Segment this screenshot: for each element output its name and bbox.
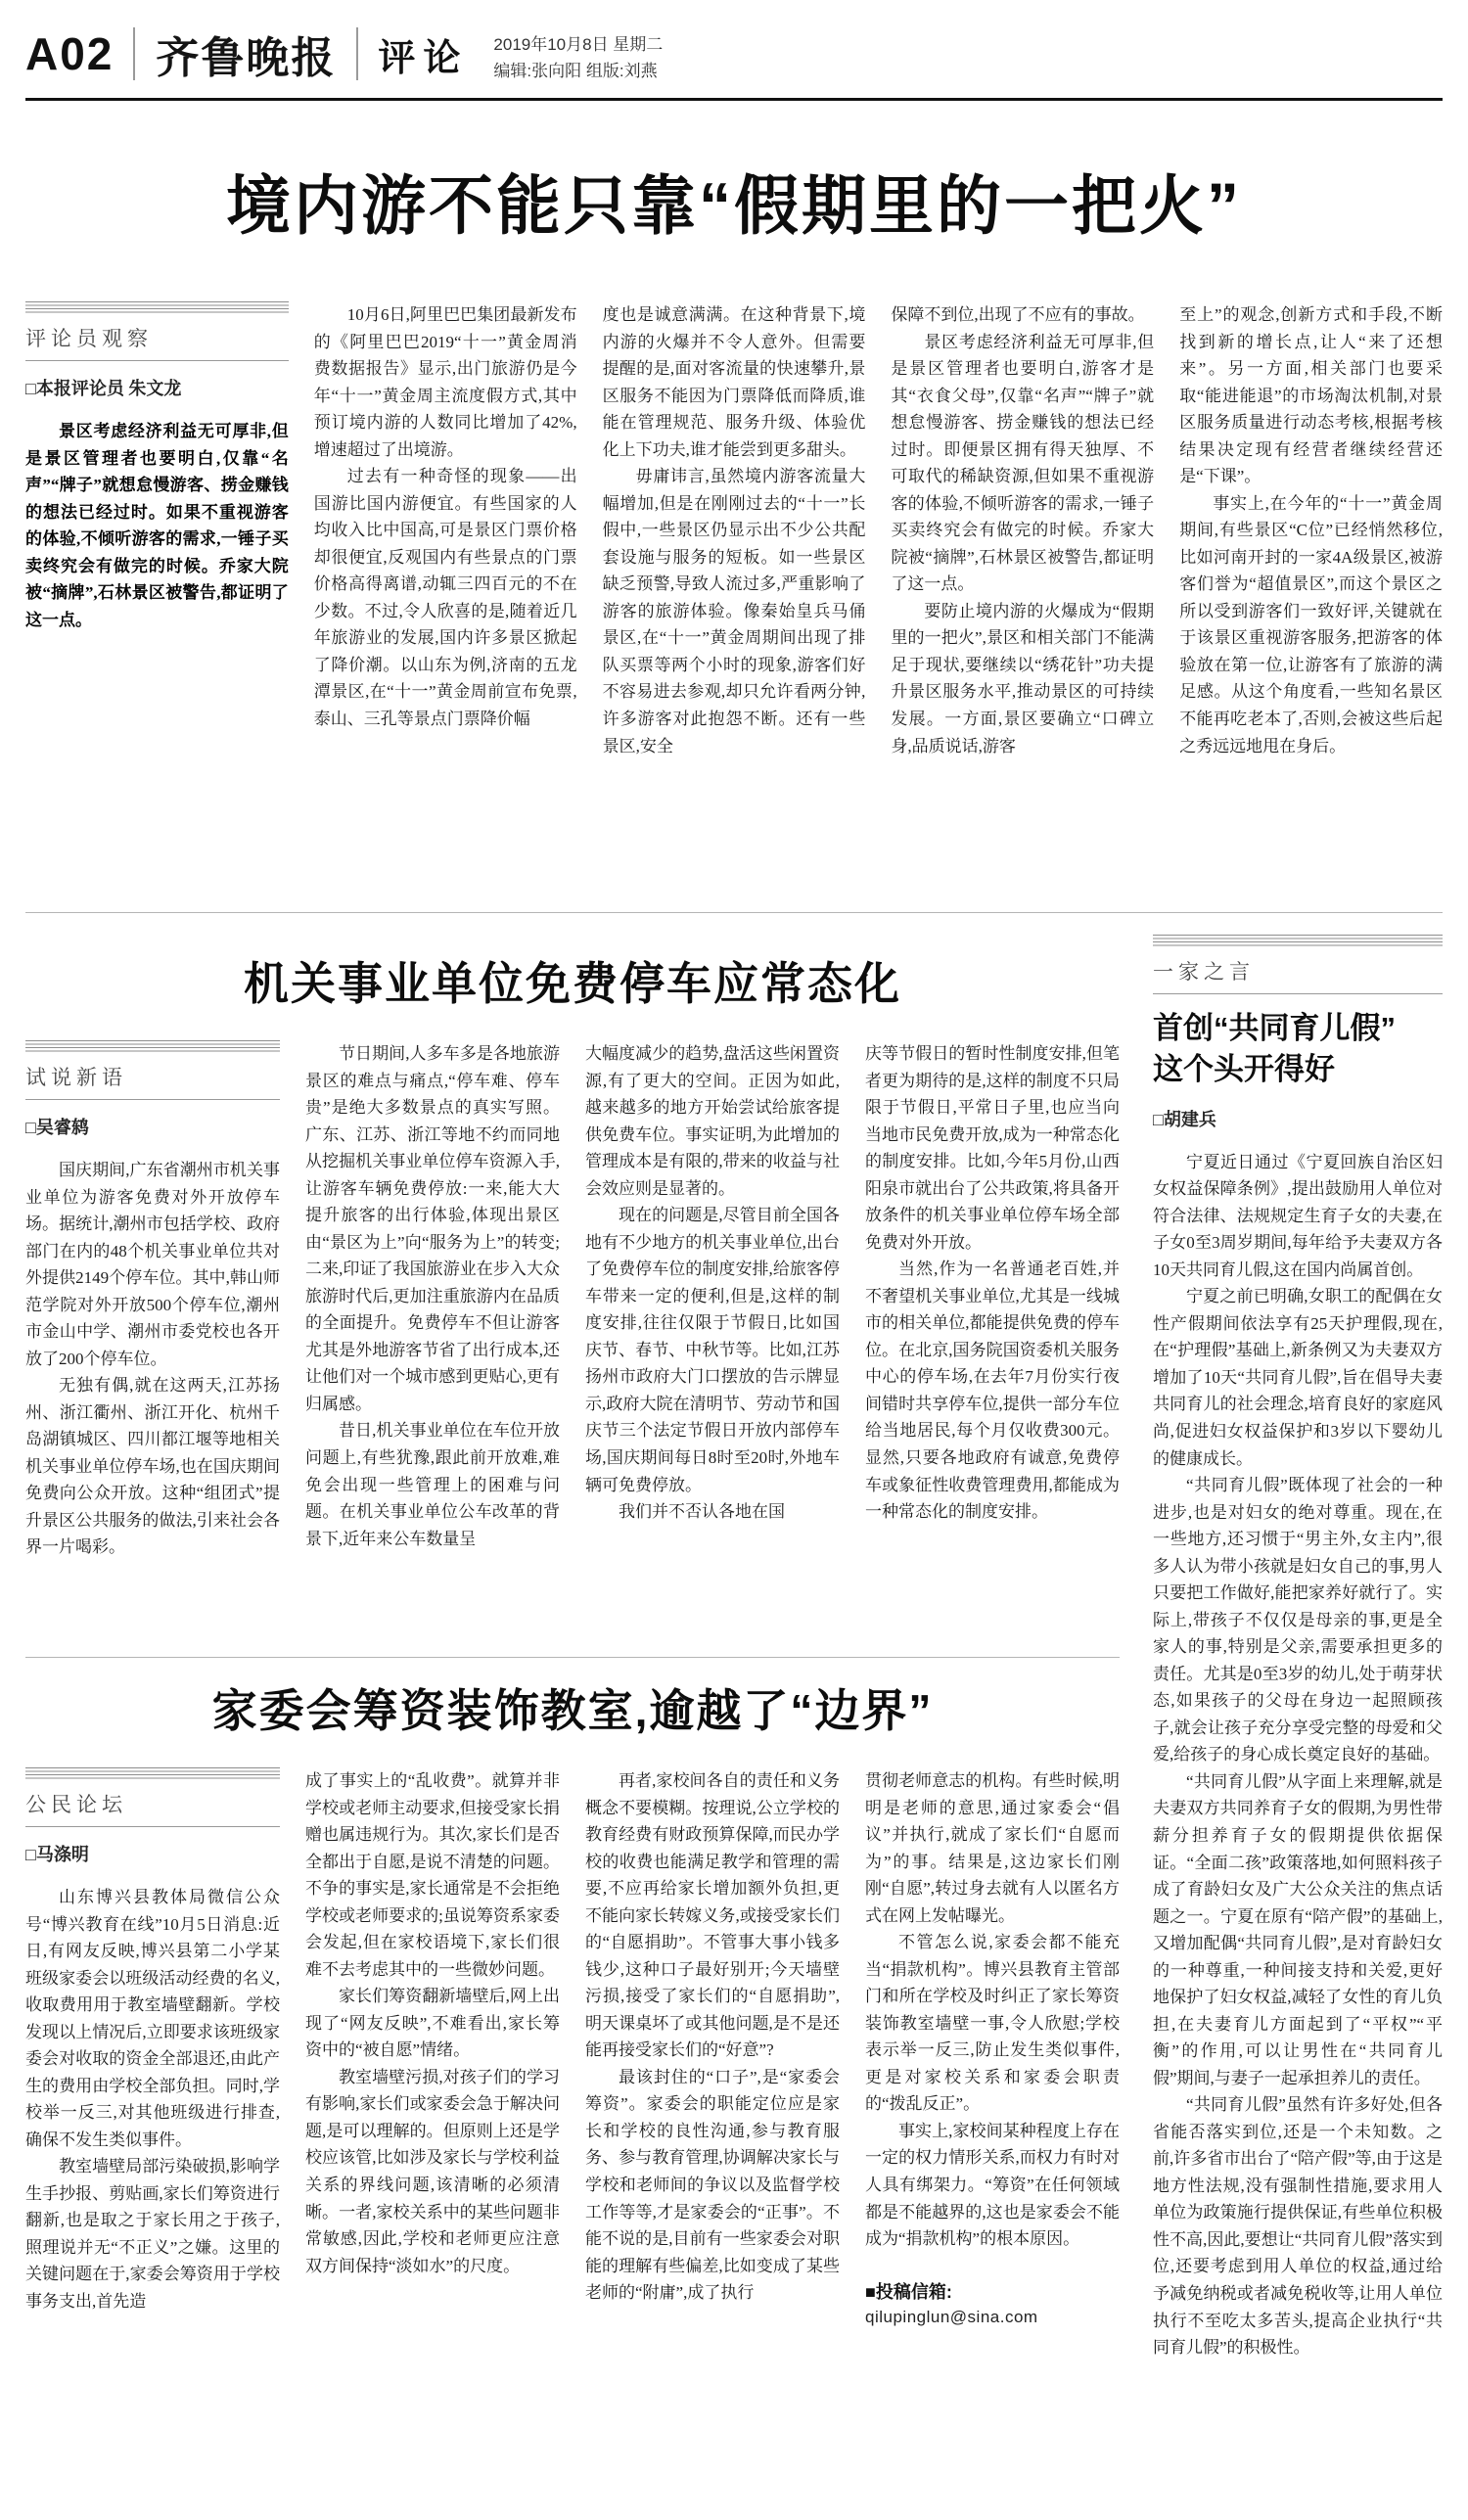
article2-column-1 <box>25 1157 280 1561</box>
paragraph: “共同育儿假”既体现了社会的一种进步,也是对妇女的绝对尊重。现在,在一些地方,还习惯于“男主外,女主内”,很多人认为带小孩就是妇女自己的事,男人只要把工作做好,能把家养好就行了。实际上,带孩子不仅仅是母亲的事,更是全家人的事,特别是父亲,需要承担更多的责任。尤其是0至3岁的幼儿,处于萌芽状态,如果孩子的父母在身边一起照顾孩子,就会让孩子充分享受完整的母爱和父爱,给孩子的身心成长奠定良好的基础。 <box>1153 1476 1443 1764</box>
header-divider-line <box>133 27 135 80</box>
sidebar-headline <box>1153 1008 1443 1090</box>
header-divider-line <box>356 27 358 80</box>
article3-column-4 <box>865 1767 1120 2253</box>
paragraph: 度也是诚意满满。在这种背景下,境内游的火爆并不令人意外。但需要提醒的是,面对客流量的快速攀升,景区服务不能因为门票降低而降质,谁能在管理规范、服务升级、体验优化上下功夫,谁才能尝到更多甜头。 <box>602 305 866 459</box>
paragraph: 过去有一种奇怪的现象——出国游比国内游便宜。有些国家的人均收入比中国高,可是景区门票价格却很便宜,反观国内有些景点的门票价格高得离谱,动辄三四百元的不在少数。不过,令人欣喜的是,随着近几年旅游业的发展,国内许多景区掀起了降价潮。以山东为例,济南的五龙潭景区,在“十一”黄金周前宣布免票,泰山、三孔等景点门票降价幅 <box>313 467 577 728</box>
paragraph: 毋庸讳言,虽然境内游客流量大幅增加,但是在刚刚过去的“十一”长假中,一些景区仍显示出不少公共配套设施与服务的短板。如一些景区缺乏预警,导致人流过多,严重影响了游客的旅游体验。像秦始皇兵马俑景区,在“十一”黄金周期间出现了排队买票等两个小时的现象,游客们好不容易进去参观,却只允许看两分钟,许多游客对此抱怨不断。还有一些景区,安全 <box>602 467 866 756</box>
paragraph: 要防止境内游的火爆成为“假期里的一把火”,景区和相关部门不能满足于现状,要继续以“绣花针”功夫提升景区服务水平,推动景区的可持续发展。一方面,景区要确立“口碑立身,品质说话,游客 <box>891 601 1155 756</box>
section-title: 评论 <box>378 37 469 79</box>
paragraph: 庆等节假日的暂时性制度安排,但笔者更为期待的是,这样的制度不只局限于节假日,平常日子里,也应当向当地市民免费开放,成为一种常态化的制度安排。比如,今年5月份,山西阳泉市就出台了公共政策,将具备开放条件的机关事业单位停车场全部免费对外开放。 <box>865 1044 1120 1252</box>
paragraph: 保障不到位,出现了不应有的事故。 <box>891 305 1145 324</box>
paragraph: 节日期间,人多车多是各地旅游景区的难点与痛点,“停车难、停车贵”是绝大多数景点的真实写照。广东、江苏、浙江等地不约而同地从挖掘机关事业单位停车资源入手,让游客车辆免费停放:一来,能大大提升旅客的出行体验,体现出景区由“景区为上”向“服务为上”的转变;二来,印证了我国旅游业在步入大众旅游时代后,更加注重旅游内在品质的全面提升。免费停车不但让游客尤其是外地游客节省了出行成本,还让他们对一个城市感到更贴心,更有归属感。 <box>305 1044 560 1413</box>
paragraph: 宁夏近日通过《宁夏回族自治区妇女权益保障条例》,提出鼓励用人单位对符合法律、法规规定生育子女的夫妻,在子女0至3周岁期间,每年给予夫妻双方各10天共同育儿假,这在国内尚属首创。 <box>1153 1152 1443 1279</box>
article1-byline: □本报评论员 朱文龙 <box>25 379 182 398</box>
label-decoration-lines <box>25 1767 280 1780</box>
label-decoration-lines <box>25 1040 280 1053</box>
paragraph: 最该封住的“口子”,是“家委会筹资”。家委会的职能定位应是家长和学校的良性沟通,参与教育服务、参与教育管理,协调解决家长与学校和老师间的争议以及监督学校工作等等,才是家委会的“正事”。不能不说的是,目前有一些家委会对职能的理解有些偏差,比如变成了某些老师的“附庸”,成了执行 <box>585 2067 840 2303</box>
paragraph: 国庆期间,广东省潮州市机关事业单位为游客免费对外开放停车场。据统计,潮州市包括学校、政府部门在内的48个机关事业单位共对外提供2149个停车位。其中,韩山师范学院对外开放500个停车位,潮州市金山中学、潮州市委党校也各开放了200个停车位。 <box>25 1161 280 1368</box>
article-divider <box>25 1657 1120 1658</box>
article3-byline: □马涤明 <box>25 1845 89 1864</box>
article2-headline: 机关事业单位免费停车应常态化 <box>244 958 901 1009</box>
sidebar-byline: □胡建兵 <box>1153 1109 1216 1129</box>
paragraph: 昔日,机关事业单位在车位开放问题上,有些犹豫,跟此前开放难,难免会出现一些管理上的困难与问题。在机关事业单位公车改革的背景下,近年来公车数量呈 <box>305 1421 560 1548</box>
article1-intro <box>25 418 289 633</box>
paragraph: 现在的问题是,尽管目前全国各地有不少地方的机关事业单位,出台了免费停车位的制度安排,给旅客停车带来一定的便利,但是,这样的制度安排,往往仅限于节假日,比如国庆节、春节、中秋节等。比如,江苏扬州市政府大门口摆放的告示牌显示,政府大院在清明节、劳动节和国庆节三个法定节假日开放内部停车场,国庆期间每日8时至20时,外地车辆可免费停放。 <box>585 1206 840 1494</box>
article3-column-1 <box>25 1884 280 2315</box>
article3-last-column <box>865 1767 1120 2478</box>
article1-lead-column <box>25 301 289 889</box>
sidebar-headline-line2: 这个头开得好 <box>1153 1051 1335 1086</box>
sidebar-headline-line1: 首创“共同育儿假” <box>1153 1011 1396 1045</box>
paragraph: 成了事实上的“乱收费”。就算并非学校或老师主动要求,但接受家长捐赠也属违规行为。其次,家长们是否全都出于自愿,是说不清楚的问题。不争的事实是,家长通常是不会拒绝学校或老师要求的;虽说筹资系家委会发起,但在家校语境下,家长们很难不去考虑其中的一些微妙问题。 <box>305 1771 560 1979</box>
mailbox-label: ■投稿信箱: <box>865 2281 952 2302</box>
article2-column-4 <box>865 1040 1120 1635</box>
article1-column-2 <box>314 301 577 889</box>
lower-section <box>25 935 1443 2519</box>
section-divider <box>25 912 1443 913</box>
article1-column-3 <box>603 301 866 889</box>
article1-headline: 境内游不能只靠“假期里的一把火” <box>226 169 1242 242</box>
article2-lead-column <box>25 1040 280 1635</box>
article1 <box>25 301 1443 889</box>
sidebar-section-label <box>1153 935 1443 994</box>
label-text: 试说新语 <box>25 1067 127 1089</box>
paragraph: 山东博兴县教体局微信公众号“博兴教育在线”10月5日消息:近日,有网友反映,博兴县第二小学某班级家委会以班级活动经费的名义,收取费用用于教室墙壁翻新。学校发现以上情况后,立即要求该班级家委会对收取的资金全部退还,由此产生的费用由学校全部负担。同时,学校举一反三,对其他班级进行排查,确保不发生类似事件。 <box>25 1888 280 2149</box>
article3-column-3 <box>585 1767 840 2478</box>
paragraph: 不管怎么说,家委会都不能充当“捐款机构”。博兴县教育主管部门和所在学校及时纠正了家长筹资装饰教室墙壁一事,令人欣慰;学校表示举一反三,防止发生类似事件,更是对家校关系和家委会职责的“拨乱反正”。 <box>865 1933 1120 2114</box>
paragraph: 事实上,在今年的“十一”黄金周期间,有些景区“C位”已经悄然移位,比如河南开封的一家4A级景区,被游客们誉为“超值景区”,而这个景区之所以受到游客们一致好评,关键就在于该景区重视游客服务,把游客的体验放在第一位,让游客有了旅游的满足感。从这个角度看,一些知名景区不能再吃老本了,否则,会被这些后起之秀远远地甩在身后。 <box>1179 493 1443 756</box>
paragraph: 当然,作为一名普通老百姓,并不奢望机关事业单位,尤其是一线城市的相关单位,都能提供免费的停车位。在北京,国务院国资委机关服务中心的停车场,在去年7月份实行夜间错时共享停车位,提供一部分车位给当地居民,每个月仅收费300元。显然,只要各地政府有诚意,免费停车或象征性收费管理费用,都能成为一种常态化的制度安排。 <box>865 1260 1120 1522</box>
article1-column-5 <box>1179 301 1443 889</box>
date-block <box>493 23 663 84</box>
paragraph: “共同育儿假”从字面上来理解,就是夫妻双方共同养育子女的假期,为男性带薪分担养育子女的假期提供依据保证。“全面二孩”政策落地,如何照料孩子成了育龄妇女及广大公众关注的焦点话题之一。宁夏在原有“陪产假”的基础上,又增加配偶“共同育儿假”,是对育龄妇女的一种尊重,一种间接支持和关爱,更好地保护了妇女权益,减轻了女性的育儿负担,在夫妻育儿方面起到了“平权”“平衡”的作用,可以让男性在“共同育儿假”期间,与妻子一起承担养儿的责任。 <box>1153 1771 1443 2087</box>
header-rule <box>25 98 1443 101</box>
article2-section-label <box>25 1040 280 1100</box>
paragraph: 教室墙壁污损,对孩子们的学习有影响,家长们或家委会急于解决问题,是可以理解的。但原则上还是学校应该管,比如涉及家长与学校利益关系的界线问题,该清晰的必须清晰。一者,家校关系中的某些问题非常敏感,因此,学校和老师更应注意双方间保持“淡如水”的尺度。 <box>305 2067 560 2275</box>
label-decoration-lines <box>1153 935 1443 947</box>
article2-column-3 <box>585 1040 840 1635</box>
article1-section-label <box>25 301 289 361</box>
paragraph: 教室墙壁局部污染破损,影响学生手抄报、剪贴画,家长们筹资进行翻新,也是取之于家长用之于孩子,照理说并无“不正义”之嫌。这里的关键问题在于,家委会筹资用于学校事务支出,首先造 <box>25 2157 280 2311</box>
article3-headline: 家委会筹资装饰教室,逾越了“边界” <box>211 1685 934 1736</box>
sidebar-article <box>1153 935 1443 2519</box>
label-text: 评论员观察 <box>25 328 153 350</box>
article1-column-4 <box>891 301 1154 889</box>
paragraph: 景区考虑经济利益无可厚非,但是景区管理者也要明白,游客才是其“衣食父母”,仅靠“名声”“牌子”就想怠慢游客、捞金赚钱的想法已经过时。即便景区拥有得天独厚、不可取代的稀缺资源,但如果不重视游客的体验,不倾听游客的需求,一锤子买卖终究会有做完的时候。乔家大院被“摘牌”,石林景区被警告,都证明了这一点。 <box>891 332 1155 594</box>
article3 <box>25 1767 1120 2478</box>
paragraph: “共同育儿假”虽然有许多好处,但各省能否落实到位,还是一个未知数。之前,许多省市出台了“陪产假”等,由于这是地方性法规,没有强制性措施,要求用人单位为政策施行提供保证,有些单位积极性不高,因此,要想让“共同育儿假”落实到位,还要考虑到用人单位的权益,通过给予减免纳税或者减免税收等,让用人单位执行不至吃太多苦头,提高企业执行“共同育儿假”的积极性。 <box>1153 2095 1443 2358</box>
article2-byline: □吴睿鸫 <box>25 1118 89 1137</box>
page-number: A02 <box>25 28 115 79</box>
page-header <box>25 0 1443 90</box>
paragraph: 大幅度减少的趋势,盘活这些闲置资源,有了更大的空间。正因为如此,越来越多的地方开始尝试给旅客提供免费车位。事实证明,为此增加的管理成本是有限的,带来的收益与社会效应则是显著的。 <box>585 1044 840 1198</box>
paragraph: 贯彻老师意志的机构。有些时候,明明是老师的意思,通过家委会“倡议”并执行,就成了家长们“自愿而为”的事。结果是,这边家长们刚刚“自愿”,转过身去就有人以匿名方式在网上发帖曝光。 <box>865 1771 1120 1925</box>
article2-column-2 <box>305 1040 560 1635</box>
paragraph: 景区考虑经济利益无可厚非,但是景区管理者也要明白,仅靠“名声”“牌子”就想怠慢游客、捞金赚钱的想法已经过时。如果不重视游客的体验,不倾听游客的需求,一锤子买卖终究会有做完的时候。乔家大院被“摘牌”,石林景区被警告,都证明了这一点。 <box>25 422 289 629</box>
mailbox-email: qilupinglun@sina.com <box>865 2307 1038 2326</box>
article3-lead-column <box>25 1767 280 2478</box>
label-text: 公民论坛 <box>25 1794 127 1816</box>
issue-date: 2019年10月8日 星期二 <box>493 34 664 54</box>
lower-left-region <box>25 935 1120 2519</box>
paragraph: 至上”的观念,创新方式和手段,不断找到新的增长点,让人“来了还想来”。另一方面,相关部门也要采取“能进能退”的市场淘汰机制,对景区服务质量进行动态考核,根据考核结果决定现有经营者继续经营还是“下课”。 <box>1179 305 1443 486</box>
article3-column-2 <box>305 1767 560 2478</box>
masthead-logo: 齐鲁晚报 <box>156 34 337 82</box>
label-text: 一家之言 <box>1153 961 1255 984</box>
article2 <box>25 1040 1120 1635</box>
staff-credits: 编辑:张向阳 组版:刘燕 <box>493 62 658 80</box>
label-decoration-lines <box>25 301 289 314</box>
article3-section-label <box>25 1767 280 1827</box>
paragraph: 我们并不否认各地在国 <box>619 1502 785 1522</box>
submission-mailbox <box>865 2278 1120 2327</box>
paragraph: 无独有偶,就在这两天,江苏扬州、浙江衢州、浙江开化、杭州千岛湖镇城区、四川都江堰等地相关机关事业单位停车场,也在国庆期间免费向公众开放。这种“组团式”提升景区公共服务的做法,引来社会各界一片喝彩。 <box>25 1376 280 1557</box>
paragraph: 宁夏之前已明确,女职工的配偶在女性产假期间依法享有25天护理假,现在,在“护理假”基础上,新条例又为夫妻双方增加了10天“共同育儿假”,旨在倡导夫妻共同育儿的社会理念,培育良好的家庭风尚,促进妇女权益保护和3岁以下婴幼儿的健康成长。 <box>1153 1287 1443 1468</box>
paragraph: 10月6日,阿里巴巴集团最新发布的《阿里巴巴2019“十一”黄金周消费数据报告》显示,出门旅游仍是今年“十一”黄金周主流度假方式,其中预订境内游的人数同比增加了42%,增速超过了出境游。 <box>313 305 577 459</box>
paragraph: 再者,家校间各自的责任和义务概念不要模糊。按理说,公立学校的教育经费有财政预算保障,而民办学校的收费也能满足教学和管理的需要,不应再给家长增加额外负担,更不能向家长转嫁义务,或接受家长们的“自愿捐助”。不管事大事小钱多钱少,这种口子最好别开;今天墙壁污损,接受了家长们的“自愿捐助”,明天课桌坏了或其他问题,是不是还能再接受家长们的“好意”? <box>585 1771 840 2060</box>
paragraph: 家长们筹资翻新墙壁后,网上出现了“网友反映”,不难看出,家长筹资中的“被自愿”情绪。 <box>305 1987 560 2060</box>
sidebar-body <box>1153 1149 1443 2519</box>
paragraph: 事实上,家校间某种程度上存在一定的权力情形关系,而权力有时对人具有绑架力。“筹资”在任何领域都是不能越界的,这也是家委会不能成为“捐款机构”的根本原因。 <box>865 2121 1120 2249</box>
